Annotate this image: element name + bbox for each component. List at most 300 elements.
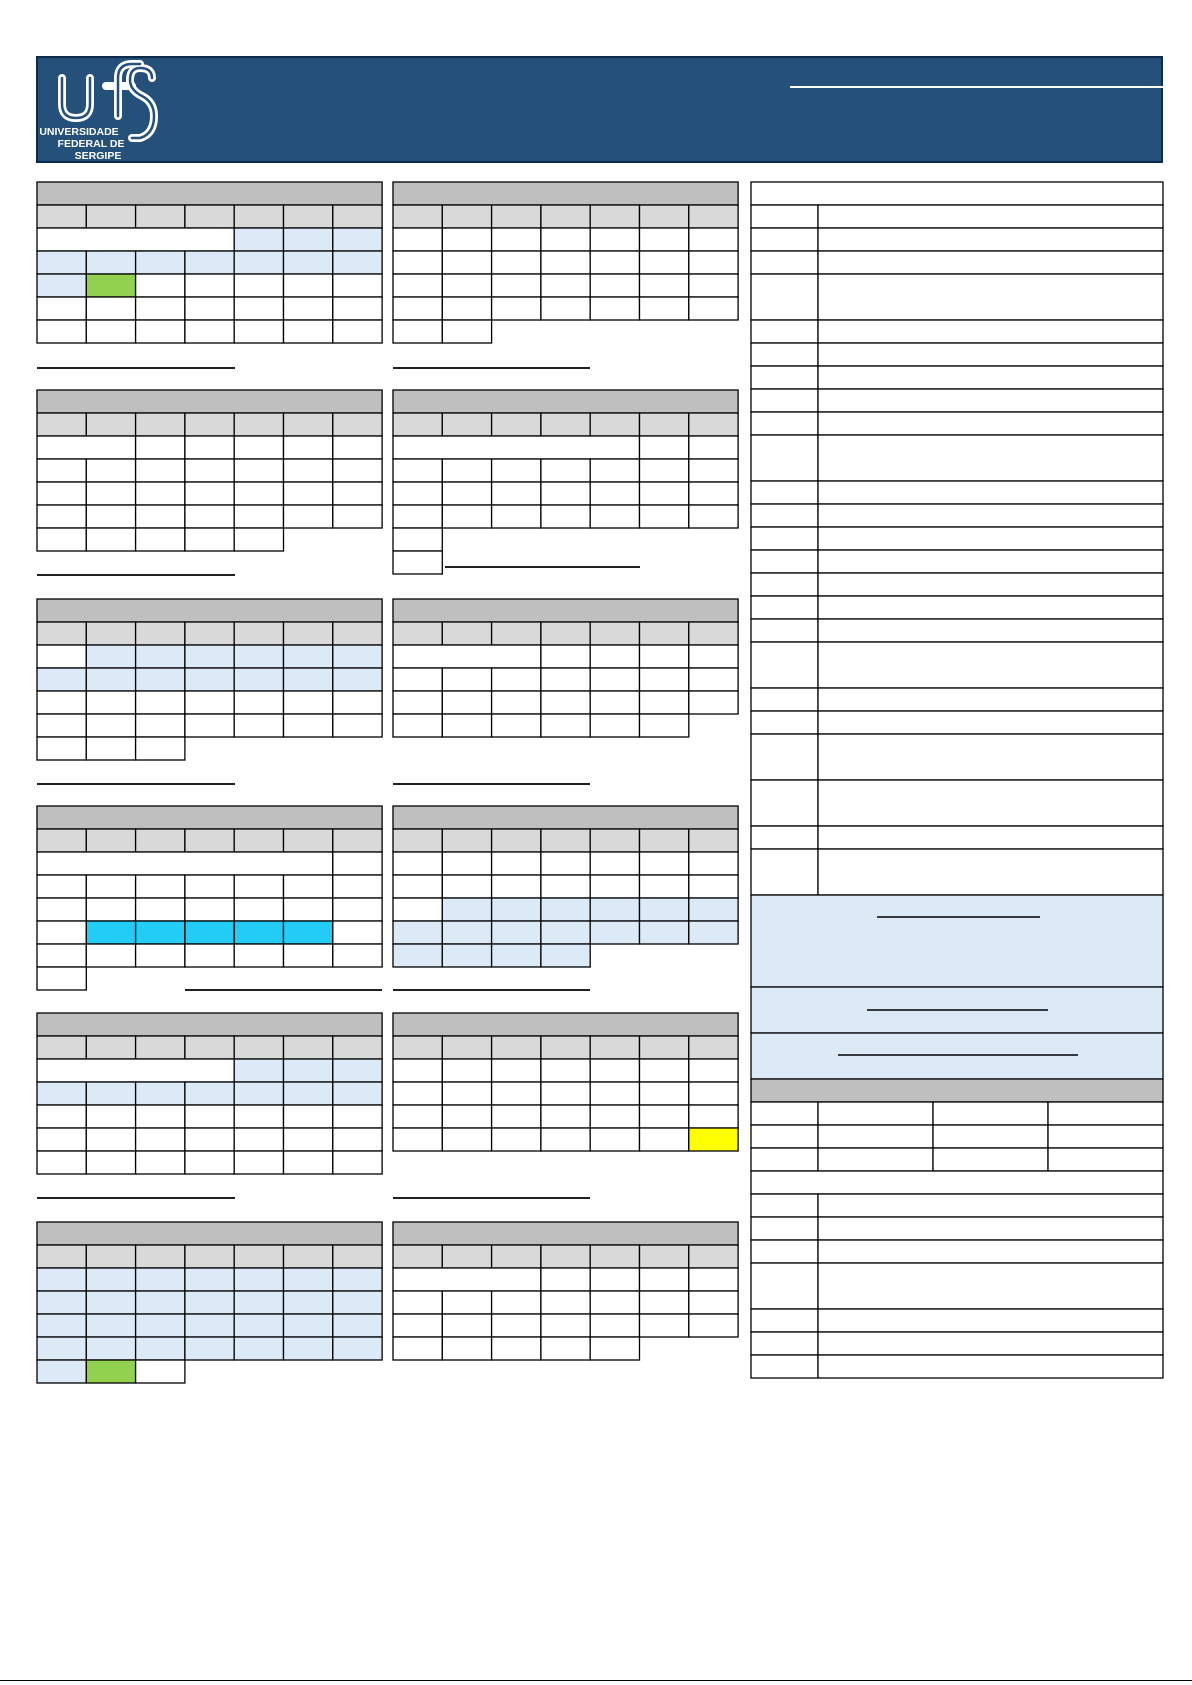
day-cell bbox=[333, 1268, 382, 1291]
weekday-header-cell bbox=[136, 622, 185, 645]
day-cell bbox=[333, 1105, 382, 1128]
weekday-header-cell bbox=[37, 622, 86, 645]
day-cell bbox=[590, 459, 639, 482]
day-cell bbox=[333, 1291, 382, 1314]
note-date-cell bbox=[751, 1332, 818, 1355]
day-cell bbox=[185, 714, 234, 737]
day-cell bbox=[284, 297, 333, 320]
day-cell bbox=[185, 459, 234, 482]
day-cell bbox=[541, 1082, 590, 1105]
weekday-header-cell bbox=[689, 1036, 738, 1059]
day-cell bbox=[333, 1059, 382, 1082]
day-cell bbox=[640, 505, 689, 528]
day-cell bbox=[492, 274, 541, 297]
note-text-cell bbox=[818, 435, 1163, 481]
day-cell bbox=[393, 714, 442, 737]
weekday-header-cell bbox=[393, 622, 442, 645]
day-cell bbox=[590, 1059, 639, 1082]
day-cell bbox=[393, 228, 442, 251]
day-cell bbox=[234, 1128, 283, 1151]
logo-line-3: SERGIPE bbox=[74, 150, 122, 162]
day-cell bbox=[640, 691, 689, 714]
weekday-header-cell bbox=[284, 622, 333, 645]
note-text-cell bbox=[818, 573, 1163, 596]
day-cell bbox=[393, 274, 442, 297]
day-cell bbox=[442, 274, 491, 297]
weekday-header-cell bbox=[333, 413, 382, 436]
day-cell bbox=[234, 875, 283, 898]
day-cell bbox=[136, 274, 185, 297]
weekday-header-cell bbox=[37, 1245, 86, 1268]
day-cell bbox=[393, 505, 442, 528]
weekday-header-cell bbox=[393, 1036, 442, 1059]
day-cell bbox=[442, 482, 491, 505]
legend-cell bbox=[1048, 1148, 1163, 1171]
note-text-cell bbox=[818, 826, 1163, 849]
weekday-header-cell bbox=[37, 829, 86, 852]
logo-line-1: UNIVERSIDADE bbox=[39, 126, 119, 138]
note-date-cell bbox=[751, 1194, 818, 1217]
legend-cell bbox=[1048, 1102, 1163, 1125]
day-cell bbox=[284, 645, 333, 668]
weekday-header-cell bbox=[136, 413, 185, 436]
note-text-cell bbox=[818, 1309, 1163, 1332]
note-text-cell bbox=[818, 1355, 1163, 1378]
weekday-header-cell bbox=[86, 622, 135, 645]
note-date-cell bbox=[751, 1309, 818, 1332]
day-cell bbox=[492, 459, 541, 482]
day-cell bbox=[185, 875, 234, 898]
day-cell bbox=[333, 1128, 382, 1151]
weekday-header-cell bbox=[333, 1036, 382, 1059]
day-cell bbox=[541, 852, 590, 875]
weekday-header-cell bbox=[689, 1245, 738, 1268]
note-date-cell bbox=[751, 780, 818, 826]
day-cell bbox=[234, 459, 283, 482]
day-cell bbox=[442, 1059, 491, 1082]
day-cell bbox=[442, 852, 491, 875]
note-date-cell bbox=[751, 711, 818, 734]
day-cell bbox=[689, 482, 738, 505]
highlight-day-yellow bbox=[689, 1128, 738, 1151]
weekday-header-cell bbox=[492, 413, 541, 436]
day-cell bbox=[541, 1059, 590, 1082]
day-cell bbox=[185, 645, 234, 668]
day-cell bbox=[37, 528, 86, 551]
note-text-cell bbox=[818, 1332, 1163, 1355]
day-cell bbox=[393, 1291, 442, 1314]
weekday-header-cell bbox=[333, 205, 382, 228]
day-cell bbox=[86, 1268, 135, 1291]
day-cell bbox=[86, 1082, 135, 1105]
weekday-header-cell bbox=[442, 413, 491, 436]
note-text-cell bbox=[818, 1217, 1163, 1240]
day-cell bbox=[333, 482, 382, 505]
note-text-cell bbox=[818, 734, 1163, 780]
day-cell bbox=[37, 1314, 86, 1337]
day-cell bbox=[393, 1314, 442, 1337]
day-cell bbox=[689, 436, 738, 459]
day-cell bbox=[640, 921, 689, 944]
weekday-header-cell bbox=[640, 622, 689, 645]
note-text-cell bbox=[818, 849, 1163, 895]
day-cell bbox=[284, 1291, 333, 1314]
day-cell bbox=[590, 921, 639, 944]
day-cell bbox=[541, 714, 590, 737]
day-cell bbox=[541, 274, 590, 297]
day-cell bbox=[541, 251, 590, 274]
day-cell bbox=[689, 297, 738, 320]
day-cell bbox=[284, 1314, 333, 1337]
note-date-cell bbox=[751, 366, 818, 389]
day-cell bbox=[86, 528, 135, 551]
day-cell bbox=[640, 668, 689, 691]
weekday-header-cell bbox=[234, 205, 283, 228]
day-cell bbox=[590, 668, 639, 691]
month-header bbox=[37, 390, 382, 413]
day-cell bbox=[442, 459, 491, 482]
day-cell bbox=[86, 645, 135, 668]
day-cell bbox=[442, 1291, 491, 1314]
day-cell bbox=[590, 1337, 639, 1360]
day-cell bbox=[541, 921, 590, 944]
day-cell bbox=[640, 1291, 689, 1314]
day-cell bbox=[136, 875, 185, 898]
day-cell bbox=[442, 505, 491, 528]
weekday-header-cell bbox=[393, 205, 442, 228]
weekday-header-cell bbox=[284, 1036, 333, 1059]
day-cell bbox=[37, 1337, 86, 1360]
day-cell bbox=[640, 459, 689, 482]
day-cell bbox=[541, 1128, 590, 1151]
day-cell bbox=[393, 251, 442, 274]
note-text-cell bbox=[818, 389, 1163, 412]
day-cell bbox=[393, 459, 442, 482]
day-cell bbox=[234, 1105, 283, 1128]
day-cell bbox=[37, 459, 86, 482]
weekday-header-cell bbox=[185, 1036, 234, 1059]
weekday-header-cell bbox=[234, 1036, 283, 1059]
day-cell bbox=[284, 691, 333, 714]
day-cell bbox=[185, 320, 234, 343]
day-cell bbox=[136, 436, 185, 459]
day-cell bbox=[333, 251, 382, 274]
highlight-day-green bbox=[86, 274, 135, 297]
weekday-header-cell bbox=[541, 413, 590, 436]
note-text-cell bbox=[818, 274, 1163, 320]
day-cell bbox=[37, 1291, 86, 1314]
day-cell bbox=[689, 1059, 738, 1082]
weekday-header-cell bbox=[393, 1245, 442, 1268]
day-cell bbox=[689, 1314, 738, 1337]
day-cell bbox=[640, 1314, 689, 1337]
day-cell bbox=[590, 482, 639, 505]
day-cell bbox=[689, 898, 738, 921]
month-header bbox=[37, 182, 382, 205]
day-cell bbox=[590, 1128, 639, 1151]
note-text-cell bbox=[818, 228, 1163, 251]
day-cell bbox=[689, 1082, 738, 1105]
day-cell bbox=[393, 1105, 442, 1128]
day-cell bbox=[442, 875, 491, 898]
weekday-header-cell bbox=[689, 622, 738, 645]
day-cell bbox=[689, 274, 738, 297]
day-cell bbox=[442, 1128, 491, 1151]
day-cell bbox=[393, 944, 442, 967]
note-date-cell bbox=[751, 481, 818, 504]
day-cell bbox=[234, 1314, 283, 1337]
note-text-cell bbox=[818, 412, 1163, 435]
day-cell bbox=[492, 921, 541, 944]
day-cell bbox=[541, 1105, 590, 1128]
day-cell bbox=[284, 944, 333, 967]
day-cell bbox=[640, 1082, 689, 1105]
note-text-cell bbox=[818, 1194, 1163, 1217]
note-date-cell bbox=[751, 527, 818, 550]
day-cell bbox=[590, 875, 639, 898]
day-cell bbox=[284, 1128, 333, 1151]
day-cell bbox=[37, 921, 86, 944]
weekday-header-cell bbox=[640, 1036, 689, 1059]
day-cell bbox=[86, 944, 135, 967]
weekday-header-cell bbox=[333, 829, 382, 852]
day-cell bbox=[136, 714, 185, 737]
day-cell bbox=[185, 1337, 234, 1360]
day-cell bbox=[234, 668, 283, 691]
weekday-header-cell bbox=[590, 622, 639, 645]
note-text-cell bbox=[818, 205, 1163, 228]
day-cell bbox=[234, 898, 283, 921]
weekday-header-cell bbox=[640, 829, 689, 852]
day-cell bbox=[37, 297, 86, 320]
weekday-header-cell bbox=[136, 205, 185, 228]
day-cell bbox=[234, 251, 283, 274]
day-cell bbox=[234, 297, 283, 320]
day-cell bbox=[136, 1314, 185, 1337]
day-cell bbox=[284, 714, 333, 737]
day-cell bbox=[442, 1337, 491, 1360]
weekday-header-cell bbox=[541, 1036, 590, 1059]
day-cell bbox=[541, 505, 590, 528]
weekday-header-cell bbox=[136, 829, 185, 852]
day-cell bbox=[640, 852, 689, 875]
month-header bbox=[393, 1222, 738, 1245]
weekday-header-cell bbox=[86, 1245, 135, 1268]
day-cell bbox=[136, 1082, 185, 1105]
day-cell bbox=[136, 1268, 185, 1291]
day-cell bbox=[284, 1268, 333, 1291]
info-box bbox=[751, 1033, 1163, 1079]
day-cell bbox=[284, 1105, 333, 1128]
note-date-cell bbox=[751, 412, 818, 435]
weekday-header-cell bbox=[393, 829, 442, 852]
weekday-header-cell bbox=[136, 1245, 185, 1268]
day-cell bbox=[86, 251, 135, 274]
day-cell bbox=[393, 297, 442, 320]
month-header bbox=[37, 1222, 382, 1245]
note-text-cell bbox=[818, 504, 1163, 527]
day-cell bbox=[393, 1337, 442, 1360]
day-cell bbox=[136, 251, 185, 274]
weekday-header-cell bbox=[590, 413, 639, 436]
weekday-header-cell bbox=[234, 413, 283, 436]
weekday-header-cell bbox=[185, 413, 234, 436]
day-cell bbox=[284, 320, 333, 343]
day-cell bbox=[492, 875, 541, 898]
day-cell bbox=[393, 668, 442, 691]
day-cell bbox=[136, 645, 185, 668]
day-cell bbox=[37, 274, 86, 297]
day-cell bbox=[185, 1268, 234, 1291]
weekday-header-cell bbox=[541, 1245, 590, 1268]
day-cell bbox=[333, 668, 382, 691]
note-date-cell bbox=[751, 1355, 818, 1378]
day-cell bbox=[136, 898, 185, 921]
day-cell bbox=[590, 714, 639, 737]
weekday-header-cell bbox=[442, 205, 491, 228]
note-date-cell bbox=[751, 734, 818, 780]
legend-cell bbox=[818, 1102, 933, 1125]
weekday-header-cell bbox=[590, 205, 639, 228]
note-text-cell bbox=[818, 366, 1163, 389]
day-cell bbox=[185, 898, 234, 921]
day-cell bbox=[136, 1105, 185, 1128]
weekday-header-cell bbox=[333, 1245, 382, 1268]
highlight-day-cyan bbox=[136, 921, 185, 944]
day-cell bbox=[541, 297, 590, 320]
day-cell bbox=[185, 1291, 234, 1314]
month-header bbox=[37, 599, 382, 622]
day-cell bbox=[234, 1151, 283, 1174]
weekday-header-cell bbox=[689, 205, 738, 228]
day-cell bbox=[185, 691, 234, 714]
day-cell bbox=[136, 1128, 185, 1151]
day-cell bbox=[284, 459, 333, 482]
blank-lead-cell bbox=[393, 645, 541, 668]
weekday-header-cell bbox=[442, 1036, 491, 1059]
day-cell bbox=[590, 297, 639, 320]
day-cell bbox=[492, 251, 541, 274]
day-cell bbox=[590, 505, 639, 528]
day-cell bbox=[640, 228, 689, 251]
day-cell bbox=[284, 668, 333, 691]
day-cell bbox=[86, 1337, 135, 1360]
day-cell bbox=[86, 1105, 135, 1128]
weekday-header-cell bbox=[333, 622, 382, 645]
day-cell bbox=[234, 944, 283, 967]
day-cell bbox=[492, 852, 541, 875]
day-cell bbox=[86, 1151, 135, 1174]
notes-row bbox=[751, 1171, 1163, 1194]
day-cell bbox=[640, 251, 689, 274]
note-text-cell bbox=[818, 343, 1163, 366]
day-cell bbox=[640, 274, 689, 297]
highlight-day-green bbox=[86, 1360, 135, 1383]
weekday-header-cell bbox=[442, 1245, 491, 1268]
day-cell bbox=[234, 228, 283, 251]
day-cell bbox=[541, 459, 590, 482]
weekday-header-cell bbox=[185, 205, 234, 228]
legend-cell bbox=[1048, 1125, 1163, 1148]
day-cell bbox=[492, 1105, 541, 1128]
highlight-day-cyan bbox=[185, 921, 234, 944]
day-cell bbox=[689, 228, 738, 251]
day-cell bbox=[442, 898, 491, 921]
notes-title-row bbox=[751, 182, 1163, 205]
day-cell bbox=[86, 297, 135, 320]
day-cell bbox=[393, 852, 442, 875]
day-cell bbox=[492, 505, 541, 528]
day-cell bbox=[86, 505, 135, 528]
day-cell bbox=[492, 482, 541, 505]
month-header bbox=[37, 806, 382, 829]
day-cell bbox=[37, 645, 86, 668]
note-text-cell bbox=[818, 550, 1163, 573]
day-cell bbox=[37, 967, 86, 990]
day-cell bbox=[37, 714, 86, 737]
weekday-header-cell bbox=[185, 1245, 234, 1268]
day-cell bbox=[284, 505, 333, 528]
day-cell bbox=[333, 297, 382, 320]
note-date-cell bbox=[751, 435, 818, 481]
day-cell bbox=[333, 1337, 382, 1360]
day-cell bbox=[333, 691, 382, 714]
day-cell bbox=[185, 436, 234, 459]
day-cell bbox=[185, 1314, 234, 1337]
day-cell bbox=[185, 1151, 234, 1174]
day-cell bbox=[541, 1337, 590, 1360]
weekday-header-cell bbox=[689, 829, 738, 852]
day-cell bbox=[86, 875, 135, 898]
blank-lead-cell bbox=[37, 852, 333, 875]
day-cell bbox=[640, 1128, 689, 1151]
day-cell bbox=[590, 274, 639, 297]
month-header bbox=[393, 182, 738, 205]
day-cell bbox=[37, 505, 86, 528]
month-header bbox=[393, 599, 738, 622]
day-cell bbox=[234, 528, 283, 551]
day-cell bbox=[185, 1128, 234, 1151]
day-cell bbox=[689, 668, 738, 691]
day-cell bbox=[185, 1082, 234, 1105]
day-cell bbox=[37, 1105, 86, 1128]
weekday-header-cell bbox=[541, 829, 590, 852]
note-date-cell bbox=[751, 826, 818, 849]
day-cell bbox=[86, 691, 135, 714]
weekday-header-cell bbox=[541, 622, 590, 645]
info-box bbox=[751, 895, 1163, 987]
day-cell bbox=[640, 645, 689, 668]
day-cell bbox=[689, 251, 738, 274]
note-text-cell bbox=[818, 251, 1163, 274]
day-cell bbox=[492, 297, 541, 320]
day-cell bbox=[640, 436, 689, 459]
note-text-cell bbox=[818, 780, 1163, 826]
weekday-header-cell bbox=[590, 1036, 639, 1059]
day-cell bbox=[590, 852, 639, 875]
day-cell bbox=[541, 944, 590, 967]
day-cell bbox=[393, 1059, 442, 1082]
month-header bbox=[37, 1013, 382, 1036]
day-cell bbox=[393, 320, 442, 343]
day-cell bbox=[185, 668, 234, 691]
day-cell bbox=[689, 875, 738, 898]
day-cell bbox=[689, 921, 738, 944]
day-cell bbox=[37, 251, 86, 274]
weekday-header-cell bbox=[689, 413, 738, 436]
day-cell bbox=[136, 1291, 185, 1314]
month-header bbox=[393, 1013, 738, 1036]
